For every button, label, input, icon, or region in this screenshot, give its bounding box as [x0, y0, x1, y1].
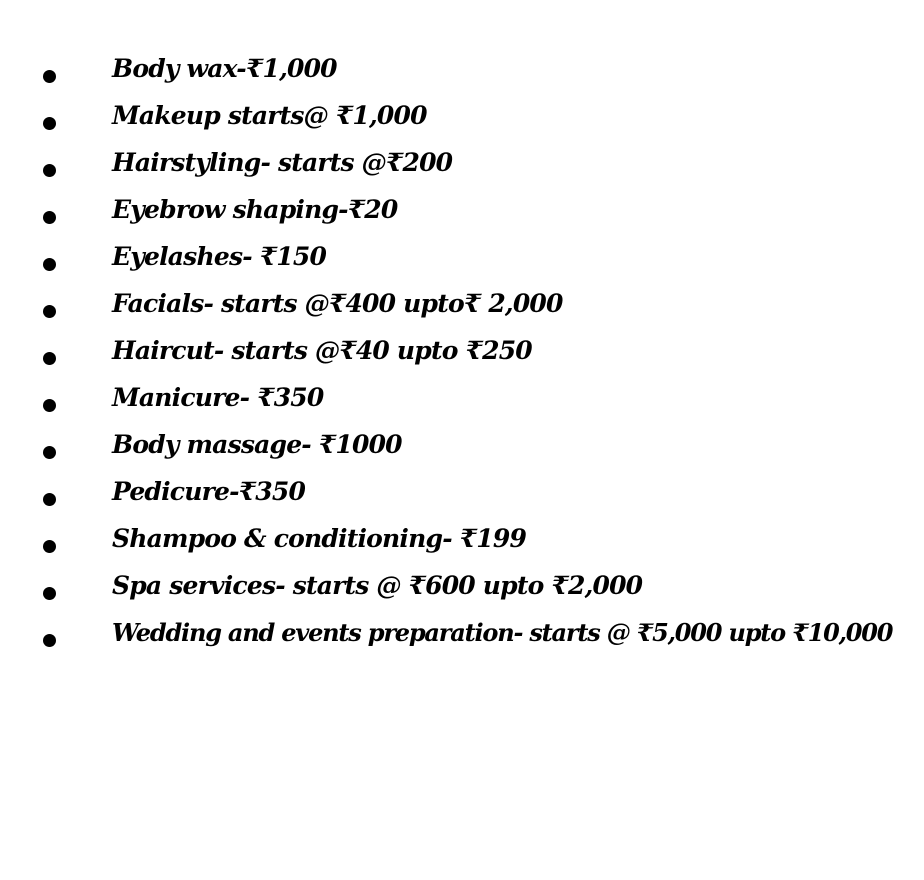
service-label: Manicure- ₹350: [112, 383, 324, 412]
service-label: Eyelashes- ₹150: [112, 242, 327, 271]
bullet-dot: [43, 634, 56, 647]
bullet-dot: [43, 211, 56, 224]
list-item-body-massage: [0, 426, 924, 473]
list-item-eyelashes: [0, 238, 924, 285]
service-label: Haircut- starts @₹40 upto ₹250: [112, 336, 532, 365]
bullet-dot: [43, 70, 56, 83]
list-item-eyebrow-shaping: [0, 191, 924, 238]
list-item-shampoo-conditioning: [0, 520, 924, 567]
service-label: Spa services- starts @ ₹600 upto ₹2,000: [112, 571, 643, 600]
service-label: Body massage- ₹1000: [112, 430, 402, 459]
service-label: Hairstyling- starts @₹200: [112, 148, 453, 177]
service-label: Body wax-₹1,000: [112, 54, 337, 83]
service-price-list: [0, 50, 924, 661]
service-label: Pedicure-₹350: [112, 477, 306, 506]
bullet-dot: [43, 399, 56, 412]
list-item-wedding-events: [0, 614, 924, 661]
service-label: Facials- starts @₹400 upto₹ 2,000: [112, 289, 563, 318]
list-item-body-wax: [0, 50, 924, 97]
service-label: Shampoo & conditioning- ₹199: [112, 524, 527, 553]
bullet-dot: [43, 305, 56, 318]
service-label: Eyebrow shaping-₹20: [112, 195, 398, 224]
service-label: Makeup starts@ ₹1,000: [112, 101, 427, 130]
bullet-dot: [43, 164, 56, 177]
list-item-pedicure: [0, 473, 924, 520]
list-item-facials: [0, 285, 924, 332]
service-label: Wedding and events preparation- starts @ ₹5,000 upto ₹10,000: [112, 618, 893, 647]
bullet-dot: [43, 587, 56, 600]
bullet-dot: [43, 352, 56, 365]
bullet-dot: [43, 493, 56, 506]
list-item-hairstyling: [0, 144, 924, 191]
list-item-makeup: [0, 97, 924, 144]
list-item-manicure: [0, 379, 924, 426]
bullet-dot: [43, 446, 56, 459]
list-item-spa-services: [0, 567, 924, 614]
bullet-dot: [43, 258, 56, 271]
bullet-dot: [43, 117, 56, 130]
bullet-dot: [43, 540, 56, 553]
list-item-haircut: [0, 332, 924, 379]
